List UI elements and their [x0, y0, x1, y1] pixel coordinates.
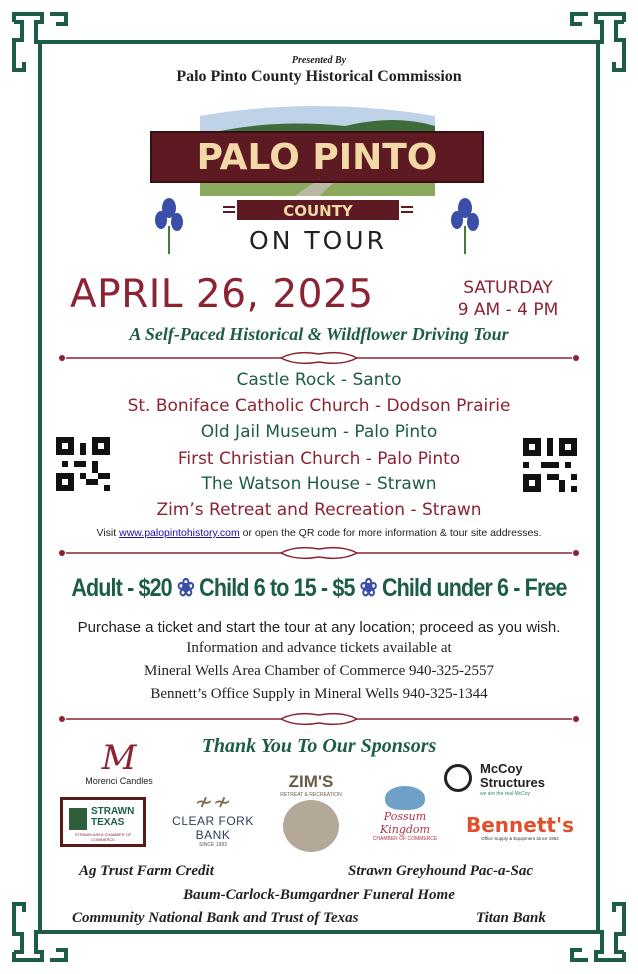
morenci-monogram: M [101, 738, 137, 778]
bluebonnet-icon: ❀ [176, 574, 195, 602]
clearfork-subtitle: SINCE 1983 [199, 842, 227, 848]
possum-subtitle: CHAMBER OF COMMERCE [372, 836, 438, 842]
bennetts-subtitle: Office Supply & Equipment Since 1962 [481, 836, 559, 841]
clearfork-logo [157, 790, 269, 848]
clearfork-emblem: ≁≁ [194, 789, 232, 814]
info-line: Bennett’s Office Supply in Mineral Wells 940-325-1344 [150, 686, 488, 702]
event-hours: 9 AM - 4 PM [457, 300, 559, 320]
info-line: Information and advance tickets available at [186, 640, 452, 656]
purchase-note: Purchase a ticket and start the tour at any location; proceed as you wish. [77, 619, 561, 636]
sponsor-name: Strawn Greyhound Pac-a-Sac [348, 863, 534, 879]
possum-emblem [385, 786, 425, 810]
visit-prefix: Visit [96, 527, 120, 539]
tour-site: First Christian Church - Palo Pinto [177, 449, 461, 469]
visit-suffix: or open the QR code for more information & tour site addresses. [239, 527, 542, 539]
sponsors-heading: Thank You To Our Sponsors [201, 735, 437, 757]
logo-county: COUNTY [283, 202, 353, 220]
zims-subtitle: RETREAT & RECREATION [280, 792, 342, 798]
bennetts-label: Bennett's [466, 813, 574, 837]
mccoy-emblem [444, 764, 472, 792]
info-line: Mineral Wells Area Chamber of Commerce 940-325-2557 [143, 663, 495, 679]
event-day-hours [444, 277, 572, 321]
sponsor-name: Ag Trust Farm Credit [79, 863, 214, 879]
tour-site: Old Jail Museum - Palo Pinto [200, 422, 438, 442]
commission-name: Palo Pinto County Historical Commission [176, 68, 462, 85]
sponsor-name: Community National Bank and Trust of Texas [72, 910, 359, 926]
price-child: Child 6 to 15 - $5 [199, 574, 355, 602]
sponsor-name: Titan Bank [476, 910, 546, 926]
strawn-label: STRAWN TEXAS [91, 806, 135, 828]
zims-emblem [283, 800, 339, 852]
bennetts-logo [464, 814, 576, 841]
price-adult: Adult - $20 [71, 574, 172, 602]
logo-title: PALO PINTO [196, 137, 438, 178]
visit-line [0, 527, 638, 539]
mccoy-tagline: we are the real McCoy [480, 791, 531, 797]
tour-site: Zim’s Retreat and Recreation - Strawn [156, 500, 482, 520]
tour-site: St. Boniface Catholic Church - Dodson Prairie [127, 396, 511, 416]
zims-logo [274, 772, 348, 856]
event-day: SATURDAY [463, 278, 553, 298]
strawn-subtitle: STRAWN AREA CHAMBER OF COMMERCE [74, 832, 132, 842]
strawn-emblem [69, 808, 87, 830]
mccoy-name: McCoy [480, 761, 523, 776]
ornamental-divider [56, 711, 582, 727]
website-link[interactable]: www.palopintohistory.com [119, 527, 240, 539]
logo-tour: ON TOUR [249, 226, 387, 255]
morenci-label: Morenci Candles [85, 776, 153, 786]
tour-site: The Watson House - Strawn [201, 474, 437, 494]
mccoy-logo [444, 761, 584, 803]
mccoy-structures: Structures [480, 775, 546, 790]
clearfork-label: CLEAR FORK BANK [172, 814, 254, 842]
zims-label: ZIM'S [288, 772, 334, 791]
event-subtitle: A Self-Paced Historical & Wildflower Driving Tour [129, 324, 509, 344]
tour-logo [145, 96, 490, 256]
bluebonnet-icon: ❀ [359, 574, 377, 602]
morenci-logo [76, 740, 162, 786]
possum-label: Possum Kingdom [380, 810, 430, 836]
possum-kingdom-logo [358, 786, 452, 842]
sponsor-name: Baum-Carlock-Bumgardner Funeral Home [183, 887, 455, 903]
tour-site: Castle Rock - Santo [236, 370, 402, 390]
ornamental-divider [56, 545, 582, 561]
price-under6: Child under 6 - Free [381, 574, 567, 602]
ticket-prices [45, 573, 594, 603]
strawn-logo [60, 797, 146, 847]
presented-by: Presented By [291, 55, 347, 66]
event-date: APRIL 26, 2025 [70, 272, 374, 317]
ornamental-divider [56, 350, 582, 366]
